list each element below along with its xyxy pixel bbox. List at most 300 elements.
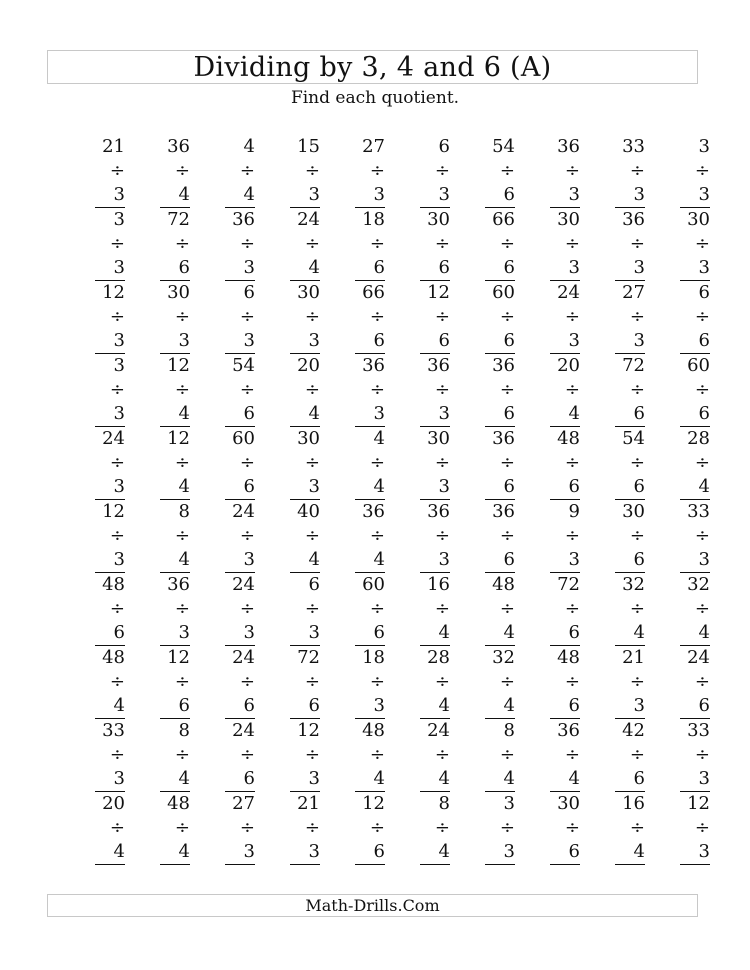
worksheet-instructions: Find each quotient. — [290, 88, 460, 108]
division-sign: ÷ — [239, 671, 255, 692]
division-problem — [320, 646, 385, 719]
divisor-value: 3 — [113, 403, 125, 424]
division-problem — [385, 646, 450, 719]
division-sign: ÷ — [304, 598, 320, 619]
division-problem — [60, 208, 125, 281]
division-problem — [190, 281, 255, 354]
dividend: 36 — [167, 574, 190, 595]
problem-grid — [60, 135, 710, 865]
divisor-value: 4 — [243, 184, 255, 205]
division-sign: ÷ — [109, 671, 125, 692]
divisor — [485, 378, 515, 427]
divisor — [420, 524, 450, 573]
division-sign: ÷ — [109, 744, 125, 765]
division-problem — [60, 792, 125, 865]
divisor-value: 6 — [568, 476, 580, 497]
division-problem — [190, 573, 255, 646]
dividend: 3 — [698, 136, 710, 157]
divisor-value: 4 — [308, 403, 320, 424]
division-sign: ÷ — [304, 379, 320, 400]
divisor — [160, 816, 190, 865]
division-sign: ÷ — [564, 525, 580, 546]
divisor-value: 3 — [113, 257, 125, 278]
dividend: 48 — [167, 793, 190, 814]
divisor-value: 3 — [568, 184, 580, 205]
division-problem — [580, 719, 645, 792]
division-problem — [255, 500, 320, 573]
divisor-value: 6 — [503, 549, 515, 570]
divisor-value: 4 — [633, 622, 645, 643]
divisor — [290, 524, 320, 573]
division-sign: ÷ — [109, 525, 125, 546]
divisor-value: 6 — [243, 768, 255, 789]
divisor — [355, 816, 385, 865]
divisor — [160, 597, 190, 646]
divisor-value: 6 — [373, 257, 385, 278]
divisor — [355, 670, 385, 719]
division-sign: ÷ — [174, 160, 190, 181]
dividend: 6 — [308, 574, 320, 595]
divisor-value: 3 — [113, 184, 125, 205]
divisor-value: 3 — [308, 184, 320, 205]
division-problem — [645, 500, 710, 573]
division-problem — [450, 500, 515, 573]
divisor — [160, 524, 190, 573]
division-sign: ÷ — [109, 817, 125, 838]
dividend: 21 — [297, 793, 320, 814]
divisor — [160, 743, 190, 792]
divisor — [680, 524, 710, 573]
divisor-value: 4 — [178, 184, 190, 205]
division-sign: ÷ — [694, 525, 710, 546]
dividend: 72 — [557, 574, 580, 595]
divisor — [550, 305, 580, 354]
dividend: 20 — [297, 355, 320, 376]
dividend: 32 — [622, 574, 645, 595]
dividend: 24 — [232, 720, 255, 741]
division-sign: ÷ — [369, 306, 385, 327]
division-sign: ÷ — [434, 525, 450, 546]
division-problem — [450, 281, 515, 354]
division-sign: ÷ — [174, 379, 190, 400]
dividend: 12 — [427, 282, 450, 303]
divisor — [290, 232, 320, 281]
divisor-value: 3 — [633, 184, 645, 205]
dividend: 36 — [557, 136, 580, 157]
dividend: 4 — [243, 136, 255, 157]
divisor-value: 3 — [113, 768, 125, 789]
dividend: 24 — [297, 209, 320, 230]
dividend: 20 — [102, 793, 125, 814]
divisor-value: 4 — [113, 841, 125, 862]
division-problem — [515, 208, 580, 281]
divisor — [95, 816, 125, 865]
divisor-value: 6 — [568, 841, 580, 862]
divisor-value: 4 — [568, 403, 580, 424]
dividend: 60 — [232, 428, 255, 449]
division-problem — [125, 281, 190, 354]
dividend: 30 — [297, 282, 320, 303]
division-sign: ÷ — [304, 306, 320, 327]
division-problem — [385, 427, 450, 500]
divisor-value: 3 — [373, 184, 385, 205]
division-problem — [385, 792, 450, 865]
dividend: 72 — [297, 647, 320, 668]
division-sign: ÷ — [174, 525, 190, 546]
division-problem — [320, 719, 385, 792]
division-problem — [255, 354, 320, 427]
division-sign: ÷ — [629, 233, 645, 254]
worksheet-footer: Math-Drills.Com — [47, 894, 698, 917]
division-sign: ÷ — [304, 233, 320, 254]
division-problem — [385, 573, 450, 646]
division-problem — [515, 719, 580, 792]
divisor — [355, 743, 385, 792]
divisor-value: 6 — [633, 403, 645, 424]
dividend: 48 — [557, 647, 580, 668]
divisor-value: 4 — [113, 695, 125, 716]
divisor-value: 6 — [698, 695, 710, 716]
dividend: 30 — [297, 428, 320, 449]
division-sign: ÷ — [629, 452, 645, 473]
division-sign: ÷ — [239, 306, 255, 327]
division-sign: ÷ — [434, 160, 450, 181]
division-problem — [255, 208, 320, 281]
divisor — [355, 524, 385, 573]
dividend: 48 — [102, 574, 125, 595]
divisor — [95, 597, 125, 646]
divisor-value: 6 — [438, 330, 450, 351]
divisor-value: 3 — [178, 622, 190, 643]
dividend: 36 — [492, 501, 515, 522]
division-sign: ÷ — [174, 817, 190, 838]
division-sign: ÷ — [174, 598, 190, 619]
dividend: 18 — [362, 209, 385, 230]
division-sign: ÷ — [304, 160, 320, 181]
division-sign: ÷ — [694, 671, 710, 692]
dividend: 36 — [427, 355, 450, 376]
dividend: 40 — [297, 501, 320, 522]
dividend: 24 — [557, 282, 580, 303]
division-sign: ÷ — [434, 233, 450, 254]
dividend: 24 — [102, 428, 125, 449]
divisor — [290, 305, 320, 354]
divisor — [160, 670, 190, 719]
division-problem — [645, 646, 710, 719]
division-sign: ÷ — [499, 744, 515, 765]
dividend: 33 — [102, 720, 125, 741]
divisor — [550, 232, 580, 281]
dividend: 12 — [297, 720, 320, 741]
division-problem — [515, 354, 580, 427]
division-sign: ÷ — [499, 817, 515, 838]
division-problem — [645, 719, 710, 792]
divisor — [680, 451, 710, 500]
division-sign: ÷ — [694, 160, 710, 181]
division-sign: ÷ — [239, 744, 255, 765]
dividend: 8 — [503, 720, 515, 741]
dividend: 72 — [167, 209, 190, 230]
divisor-value: 6 — [243, 476, 255, 497]
divisor — [225, 816, 255, 865]
division-sign: ÷ — [629, 817, 645, 838]
dividend: 12 — [687, 793, 710, 814]
divisor — [355, 159, 385, 208]
divisor-value: 4 — [373, 768, 385, 789]
division-sign: ÷ — [564, 160, 580, 181]
division-problem — [450, 135, 515, 208]
dividend: 30 — [557, 793, 580, 814]
division-sign: ÷ — [629, 306, 645, 327]
division-sign: ÷ — [304, 525, 320, 546]
divisor — [420, 232, 450, 281]
division-sign: ÷ — [434, 598, 450, 619]
divisor-value: 6 — [698, 403, 710, 424]
divisor — [680, 816, 710, 865]
division-sign: ÷ — [369, 452, 385, 473]
divisor — [95, 524, 125, 573]
divisor-value: 3 — [698, 841, 710, 862]
division-problem — [515, 792, 580, 865]
division-sign: ÷ — [499, 525, 515, 546]
divisor — [615, 451, 645, 500]
dividend: 30 — [427, 209, 450, 230]
divisor — [680, 159, 710, 208]
division-problem — [320, 573, 385, 646]
divisor — [225, 670, 255, 719]
dividend: 28 — [427, 647, 450, 668]
division-sign: ÷ — [174, 233, 190, 254]
divisor-value: 4 — [503, 622, 515, 643]
dividend: 36 — [362, 355, 385, 376]
division-problem — [515, 281, 580, 354]
division-sign: ÷ — [174, 306, 190, 327]
divisor — [485, 524, 515, 573]
divisor — [95, 305, 125, 354]
divisor-value: 4 — [178, 476, 190, 497]
dividend: 16 — [622, 793, 645, 814]
divisor — [485, 743, 515, 792]
dividend: 24 — [427, 720, 450, 741]
divisor-value: 6 — [113, 622, 125, 643]
divisor — [615, 159, 645, 208]
divisor — [680, 597, 710, 646]
division-sign: ÷ — [694, 233, 710, 254]
division-problem — [190, 719, 255, 792]
division-problem — [580, 792, 645, 865]
divisor-value: 6 — [503, 403, 515, 424]
dividend: 16 — [427, 574, 450, 595]
dividend: 66 — [362, 282, 385, 303]
dividend: 21 — [102, 136, 125, 157]
divisor-value: 3 — [243, 330, 255, 351]
division-problem — [385, 500, 450, 573]
division-problem — [580, 573, 645, 646]
divisor — [225, 305, 255, 354]
divisor-value: 4 — [178, 768, 190, 789]
division-problem — [125, 573, 190, 646]
divisor — [615, 816, 645, 865]
divisor-value: 3 — [633, 330, 645, 351]
divisor-value: 3 — [113, 476, 125, 497]
dividend: 30 — [622, 501, 645, 522]
divisor-value: 6 — [438, 257, 450, 278]
division-problem — [320, 208, 385, 281]
division-sign: ÷ — [629, 525, 645, 546]
dividend: 30 — [427, 428, 450, 449]
division-sign: ÷ — [369, 744, 385, 765]
division-problem — [125, 719, 190, 792]
division-sign: ÷ — [109, 160, 125, 181]
division-problem — [645, 281, 710, 354]
division-sign: ÷ — [434, 306, 450, 327]
dividend: 30 — [167, 282, 190, 303]
division-sign: ÷ — [499, 233, 515, 254]
division-sign: ÷ — [629, 598, 645, 619]
division-problem — [190, 500, 255, 573]
divisor-value: 6 — [633, 549, 645, 570]
divisor — [290, 597, 320, 646]
dividend: 36 — [492, 428, 515, 449]
division-sign: ÷ — [499, 160, 515, 181]
division-problem — [320, 354, 385, 427]
division-problem — [255, 281, 320, 354]
divisor — [550, 670, 580, 719]
divisor-value: 4 — [178, 403, 190, 424]
division-sign: ÷ — [109, 233, 125, 254]
divisor-value: 4 — [568, 768, 580, 789]
dividend: 30 — [557, 209, 580, 230]
divisor — [225, 159, 255, 208]
division-problem — [60, 354, 125, 427]
division-problem — [60, 281, 125, 354]
division-problem — [125, 646, 190, 719]
division-problem — [385, 719, 450, 792]
divisor — [615, 670, 645, 719]
divisor-value: 3 — [308, 622, 320, 643]
division-problem — [580, 208, 645, 281]
division-sign: ÷ — [499, 598, 515, 619]
divisor-value: 6 — [568, 622, 580, 643]
division-sign: ÷ — [109, 379, 125, 400]
division-problem — [125, 135, 190, 208]
division-problem — [580, 135, 645, 208]
dividend: 36 — [557, 720, 580, 741]
divisor — [485, 670, 515, 719]
divisor — [485, 597, 515, 646]
divisor-value: 3 — [633, 695, 645, 716]
division-problem — [125, 792, 190, 865]
divisor — [95, 451, 125, 500]
divisor-value: 3 — [568, 257, 580, 278]
divisor-value: 6 — [503, 330, 515, 351]
division-problem — [190, 354, 255, 427]
divisor-value: 3 — [698, 184, 710, 205]
division-problem — [645, 792, 710, 865]
divisor — [160, 451, 190, 500]
division-problem — [190, 135, 255, 208]
divisor — [550, 378, 580, 427]
division-sign: ÷ — [369, 525, 385, 546]
divisor-value: 3 — [438, 184, 450, 205]
divisor-value: 4 — [308, 257, 320, 278]
division-problem — [450, 573, 515, 646]
division-sign: ÷ — [629, 160, 645, 181]
dividend: 48 — [102, 647, 125, 668]
division-sign: ÷ — [629, 379, 645, 400]
dividend: 3 — [503, 793, 515, 814]
division-sign: ÷ — [434, 452, 450, 473]
division-sign: ÷ — [694, 744, 710, 765]
division-problem — [385, 354, 450, 427]
division-sign: ÷ — [304, 817, 320, 838]
dividend: 21 — [622, 647, 645, 668]
divisor — [225, 524, 255, 573]
divisor — [225, 743, 255, 792]
dividend: 8 — [178, 501, 190, 522]
dividend: 27 — [362, 136, 385, 157]
divisor-value: 4 — [308, 549, 320, 570]
division-sign: ÷ — [629, 744, 645, 765]
dividend: 48 — [362, 720, 385, 741]
division-sign: ÷ — [694, 452, 710, 473]
dividend: 33 — [687, 720, 710, 741]
divisor — [160, 232, 190, 281]
division-sign: ÷ — [174, 744, 190, 765]
divisor-value: 4 — [438, 695, 450, 716]
division-sign: ÷ — [564, 452, 580, 473]
division-sign: ÷ — [239, 525, 255, 546]
divisor-value: 3 — [308, 768, 320, 789]
division-sign: ÷ — [564, 744, 580, 765]
divisor-value: 3 — [113, 549, 125, 570]
divisor-value: 3 — [698, 768, 710, 789]
dividend: 24 — [687, 647, 710, 668]
divisor — [485, 232, 515, 281]
division-problem — [450, 208, 515, 281]
dividend: 48 — [492, 574, 515, 595]
dividend: 9 — [568, 501, 580, 522]
dividend: 12 — [362, 793, 385, 814]
division-problem — [125, 354, 190, 427]
division-problem — [450, 354, 515, 427]
divisor-value: 3 — [698, 257, 710, 278]
divisor — [550, 743, 580, 792]
division-sign: ÷ — [239, 598, 255, 619]
divisor-value: 3 — [113, 330, 125, 351]
dividend: 24 — [232, 574, 255, 595]
divisor — [420, 743, 450, 792]
divisor-value: 4 — [438, 622, 450, 643]
division-problem — [255, 719, 320, 792]
dividend: 66 — [492, 209, 515, 230]
division-problem — [580, 354, 645, 427]
division-sign: ÷ — [369, 160, 385, 181]
divisor-value: 4 — [178, 841, 190, 862]
division-sign: ÷ — [239, 160, 255, 181]
dividend: 33 — [687, 501, 710, 522]
dividend: 12 — [167, 355, 190, 376]
divisor-value: 4 — [503, 695, 515, 716]
division-sign: ÷ — [694, 817, 710, 838]
divisor-value: 6 — [178, 257, 190, 278]
division-problem — [450, 719, 515, 792]
division-sign: ÷ — [499, 379, 515, 400]
division-problem — [580, 281, 645, 354]
dividend: 48 — [557, 428, 580, 449]
dividend: 12 — [102, 501, 125, 522]
dividend: 36 — [362, 501, 385, 522]
